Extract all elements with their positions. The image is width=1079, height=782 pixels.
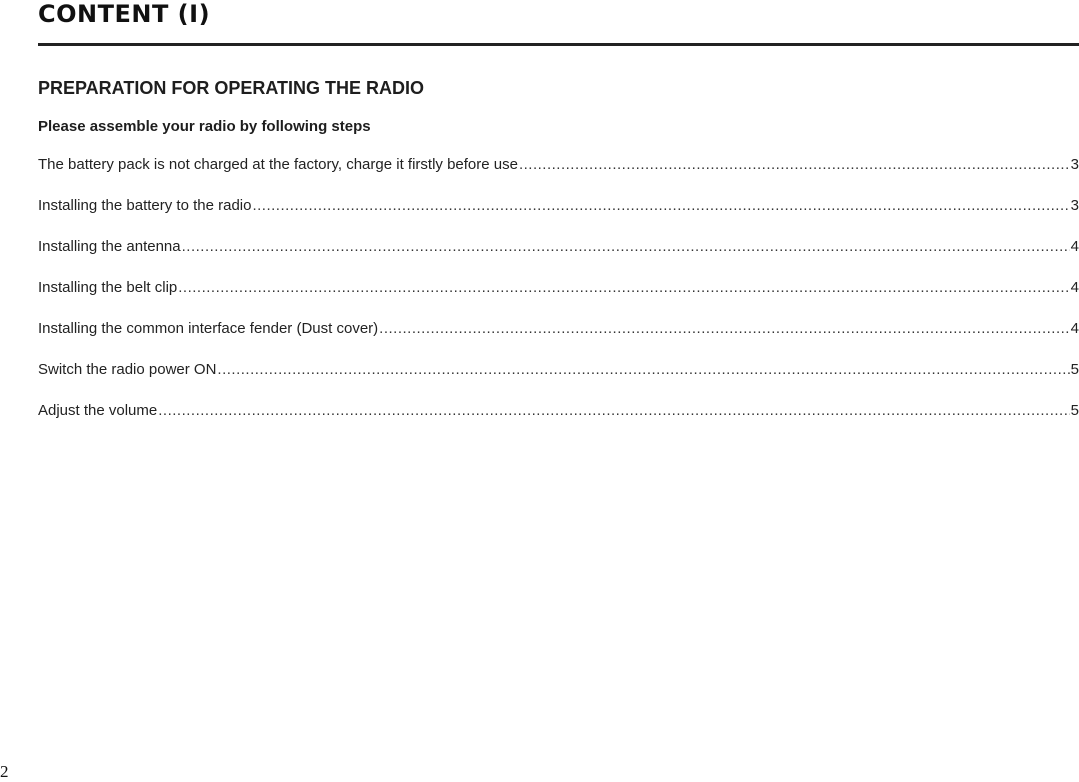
toc-entry — [38, 279, 1079, 320]
toc-entry — [38, 402, 1079, 443]
toc-entry — [38, 238, 1079, 279]
toc-page-number: 4 — [1070, 320, 1079, 337]
toc-entry — [38, 156, 1079, 197]
toc-page-number: 5 — [1070, 402, 1079, 419]
toc-entry-text: Installing the belt clip — [38, 279, 178, 296]
toc-leader-dots — [379, 320, 1070, 337]
section-subtitle: Please assemble your radio by following steps — [38, 118, 371, 135]
toc-leader-dots — [178, 279, 1069, 296]
toc-page-number: 3 — [1070, 156, 1079, 173]
toc-page-number: 4 — [1070, 279, 1079, 296]
toc-entry-text: Installing the antenna — [38, 238, 181, 255]
toc-entry-text: Adjust the volume — [38, 402, 158, 419]
toc-entry-text: Installing the common interface fender (Dust cover) — [38, 320, 379, 337]
toc-entry-text: Installing the battery to the radio — [38, 197, 252, 214]
table-of-contents — [38, 156, 1079, 443]
toc-page-number: 5 — [1070, 361, 1079, 378]
page-number: 2 — [0, 762, 9, 781]
toc-entry-text: The battery pack is not charged at the factory, charge it firstly before use — [38, 156, 518, 173]
toc-entry — [38, 320, 1079, 361]
page-title: CONTENT (Ⅰ) — [38, 0, 211, 28]
toc-page-number: 4 — [1070, 238, 1079, 255]
toc-entry — [38, 361, 1079, 402]
toc-leader-dots — [217, 361, 1069, 378]
toc-entry-text: Switch the radio power ON — [38, 361, 217, 378]
toc-page-number: 3 — [1070, 197, 1079, 214]
toc-leader-dots — [158, 402, 1069, 419]
toc-leader-dots — [182, 238, 1070, 255]
toc-entry — [38, 197, 1079, 238]
toc-leader-dots — [519, 156, 1070, 173]
toc-leader-dots — [252, 197, 1069, 214]
section-title: PREPARATION FOR OPERATING THE RADIO — [38, 78, 425, 98]
header-divider — [38, 43, 1079, 46]
